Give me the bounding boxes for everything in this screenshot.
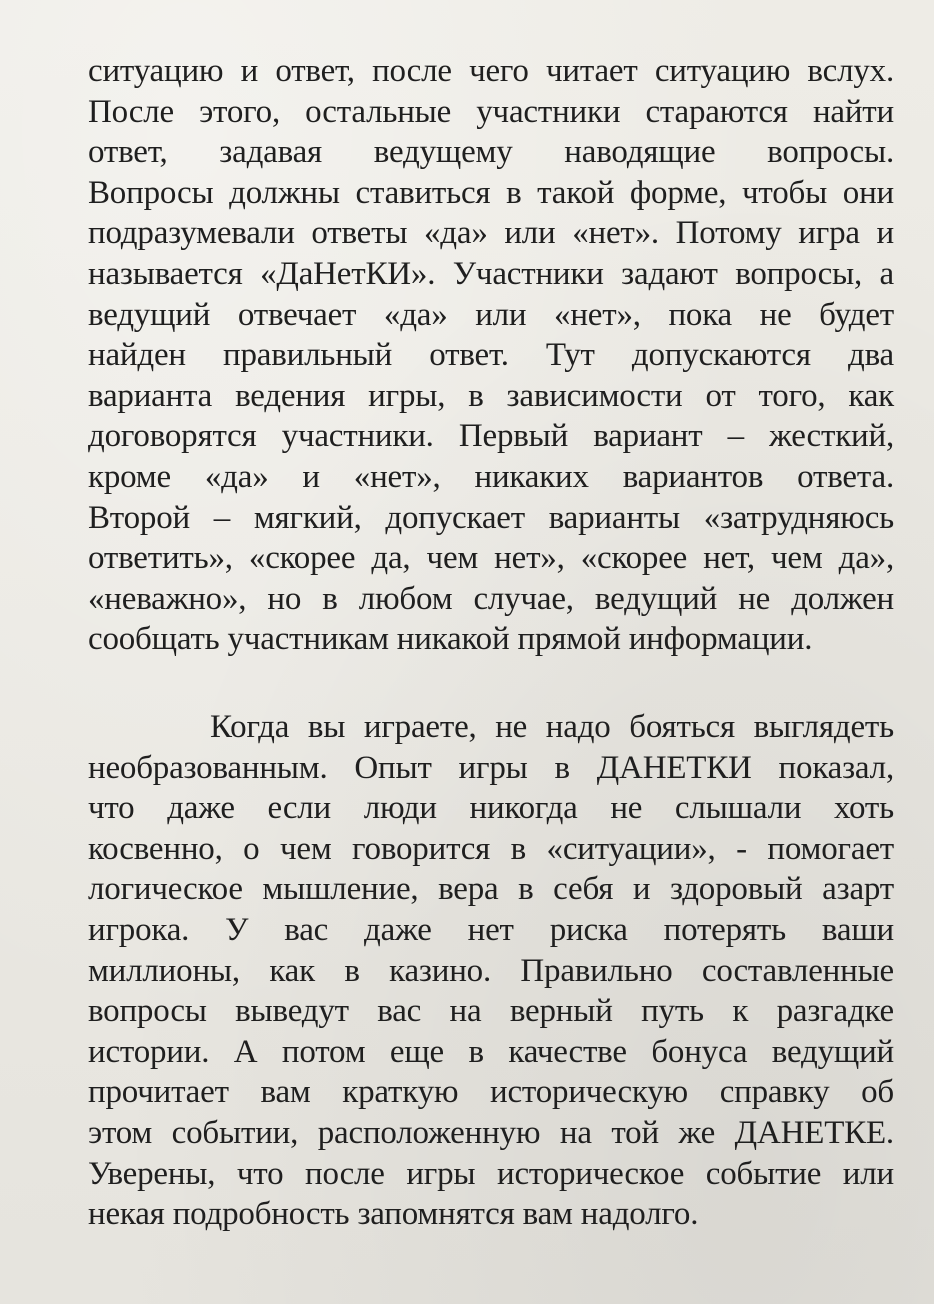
text-line: варианта ведения игры, в зависимости от того, как [88,377,894,414]
text-line: называется «ДаНетКИ». Участники задают вопросы, а [88,255,894,292]
text-line: косвенно, о чем говорится в «ситуации», - помогает [88,830,894,867]
text-line: сообщать участникам никакой прямой информации. [88,621,813,658]
text-line: вопросы выведут вас на верный путь к разгадке [88,993,894,1030]
text-line: ответ, задавая ведущему наводящие вопросы. [88,134,894,171]
text-line: необразованным. Опыт игры в ДАНЕТКИ показал, [88,749,894,786]
text-line: прочитает вам краткую историческую справку об [88,1074,894,1111]
text-line: ситуацию и ответ, после чего читает ситуацию вслух. [88,53,894,89]
text-line: ответить», «скорее да, чем нет», «скорее нет, чем да», [88,540,894,577]
text-line: договорятся участники. Первый вариант – жесткий, [88,418,894,455]
text-line: «неважно», но в любом случае, ведущий не должен [88,580,894,617]
text-line: миллионы, как в казино. Правильно составленные [88,952,894,989]
text-line: истории. А потом еще в качестве бонуса ведущий [88,1033,894,1070]
text-line: некая подробность запомнятся вам надолго. [88,1196,699,1233]
text-line: После этого, остальные участники стараются найти [88,93,894,130]
text-line: логическое мышление, вера в себя и здоровый азарт [88,871,894,908]
text-line: игрока. У вас даже нет риска потерять ваши [88,911,894,948]
text-line: этом событии, расположенную на той же ДАНЕТКЕ. [88,1114,894,1151]
text-line: Уверены, что после игры историческое событие или [88,1155,894,1192]
paragraph-game-rules [88,51,894,660]
text-line: ведущий отвечает «да» или «нет», пока не будет [88,296,894,333]
text-line: Вопросы должны ставиться в такой форме, чтобы они [88,174,894,211]
text-line: подразумевали ответы «да» или «нет». Потому игра и [88,215,894,252]
text-line: Второй – мягкий, допускает варианты «затрудняюсь [88,499,894,536]
text-line: что даже если люди никогда не слышали хоть [88,790,894,827]
text-line: найден правильный ответ. Тут допускаются два [88,337,894,374]
text-line: Когда вы играете, не надо бояться выглядеть [210,709,894,745]
paragraph-playing-advice [88,707,894,1235]
text-line: кроме «да» и «нет», никаких вариантов ответа. [88,458,894,495]
